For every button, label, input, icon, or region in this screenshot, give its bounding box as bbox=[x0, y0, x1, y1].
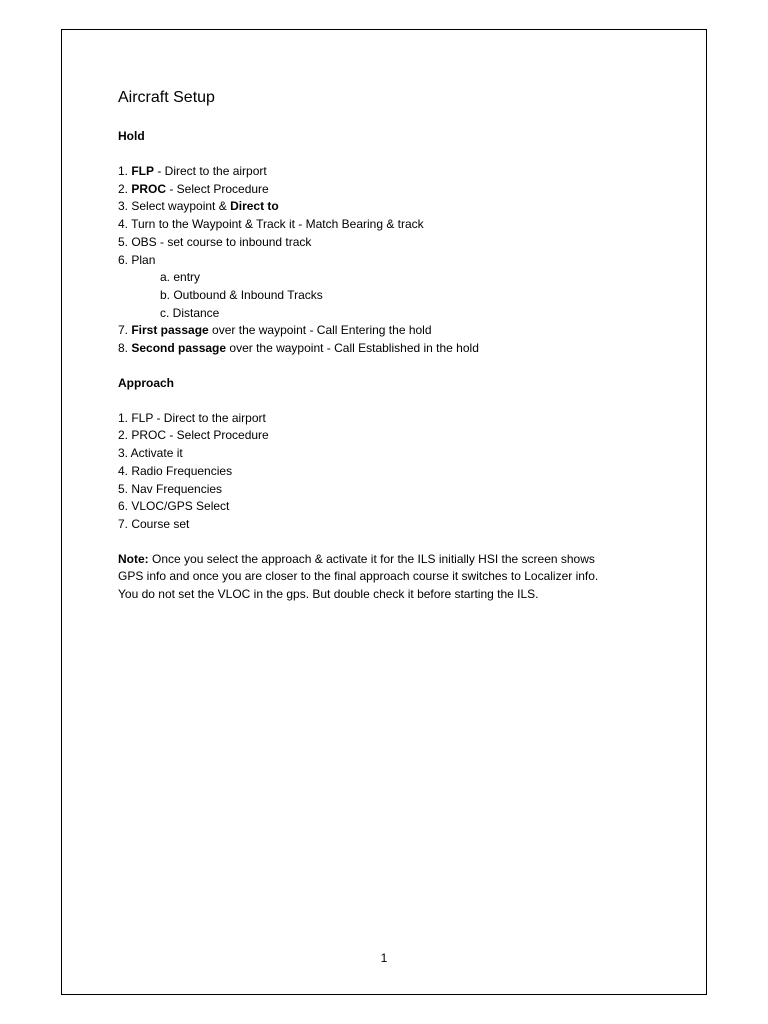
hold-step-1-keyword: FLP bbox=[131, 164, 155, 178]
note-line-2: GPS info and once you are closer to the final approach course it switches to Localizer info. bbox=[118, 569, 599, 584]
plan-subitem-entry: a. entry bbox=[160, 270, 201, 285]
approach-step-5: 5. Nav Frequencies bbox=[118, 481, 223, 496]
hold-step-4: 4. Turn to the Waypoint & Track it - Match Bearing & track bbox=[118, 217, 424, 232]
plan-subitem-distance: c. Distance bbox=[160, 305, 220, 320]
hold-step-1: 1. FLP - Direct to the airport bbox=[118, 164, 267, 178]
hold-step-2: 2. PROC - Select Procedure bbox=[118, 181, 269, 196]
page-number: 1 bbox=[380, 951, 388, 965]
approach-step-2: 2. PROC - Select Procedure bbox=[118, 428, 269, 443]
note-label: Note: bbox=[118, 551, 149, 566]
approach-step-1: 1. FLP - Direct to the airport bbox=[118, 410, 266, 425]
hold-step-7-keyword: First passage bbox=[131, 323, 209, 338]
document-title: Aircraft Setup bbox=[118, 89, 215, 106]
approach-step-6: 6. VLOC/GPS Select bbox=[118, 499, 230, 514]
hold-step-6: 6. Plan bbox=[118, 252, 156, 267]
note-line-3: You do not set the VLOC in the gps. But double check it before starting the ILS. bbox=[118, 587, 539, 602]
note-line-1: Note: Once you select the approach & activate it for the ILS initially HSI the screen shows bbox=[118, 551, 595, 566]
page-content bbox=[118, 88, 658, 604]
hold-step-7: 7. First passage over the waypoint - Call Entering the hold bbox=[118, 323, 432, 338]
approach-step-7: 7. Course set bbox=[118, 516, 190, 531]
hold-step-5: 5. OBS - set course to inbound track bbox=[118, 234, 312, 249]
approach-step-4: 4. Radio Frequencies bbox=[118, 463, 233, 478]
document-page bbox=[61, 29, 707, 995]
approach-heading: Approach bbox=[118, 375, 175, 390]
hold-step-3-keyword: Direct to bbox=[230, 199, 279, 214]
hold-step-3: 3. Select waypoint & Direct to bbox=[118, 199, 279, 214]
hold-steps-list bbox=[118, 163, 658, 358]
hold-step-8: 8. Second passage over the waypoint - Call Established in the hold bbox=[118, 341, 479, 356]
approach-steps-list bbox=[118, 410, 658, 534]
plan-subitem-tracks: b. Outbound & Inbound Tracks bbox=[160, 287, 323, 302]
approach-step-3: 3. Activate it bbox=[118, 446, 183, 461]
hold-step-2-keyword: PROC bbox=[131, 181, 167, 196]
note-paragraph bbox=[118, 551, 658, 604]
hold-step-8-keyword: Second passage bbox=[131, 341, 227, 356]
hold-heading: Hold bbox=[118, 129, 145, 143]
